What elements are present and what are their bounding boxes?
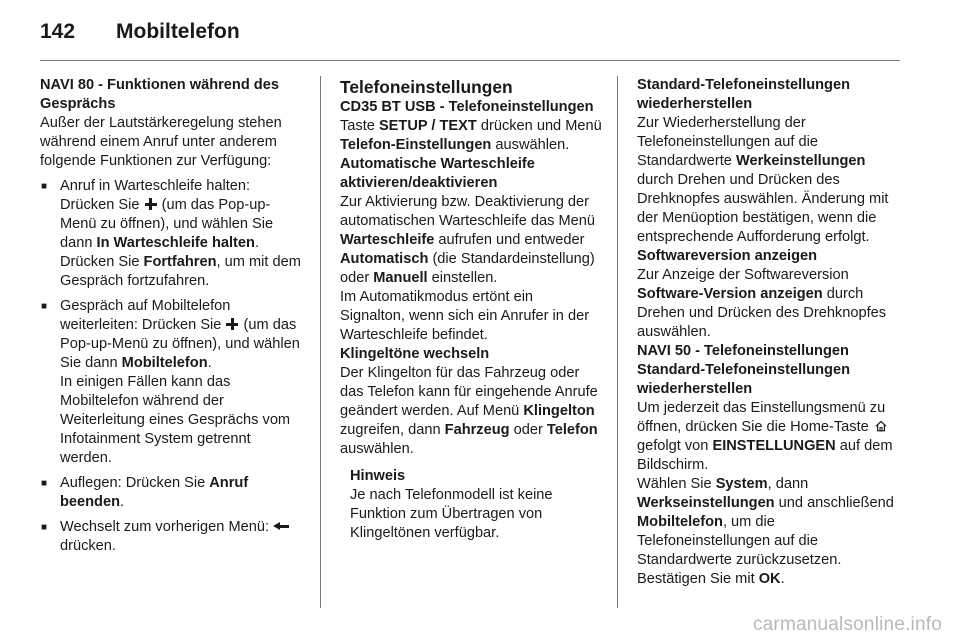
subsection-heading: Klingeltöne wechseln [340,346,490,362]
page-title: Mobiltelefon [116,20,240,43]
subsection-heading: CD35 BT USB - Telefoneinstellungen [340,99,594,115]
plus-icon [145,198,157,210]
paragraph: Zur Wiederherstellung der Telefoneinstellungen auf die Standardwerte Werkeinstellungen durch Drehen und Drücken des Drehknopfes auswählen. Änderung mit der Menüoption bestätigen, wenn die entsprechende Aufforderung erfolgt. [637,115,889,245]
section-heading-navi80: NAVI 80 - Funktionen während des Gesprächs [40,77,279,112]
paragraph: Zur Anzeige der Softwareversion Software-Version anzeigen durch Drehen und Drücken des Drehknopfes auswählen. [637,267,887,340]
section-title: Telefoneinstellungen [340,77,513,97]
subsection-heading: Standard-Telefoneinstellungen wiederherstellen [637,77,850,112]
subsection-heading: Standard-Telefoneinstellungen wiederherstellen [637,362,850,397]
paragraph: Im Automatikmodus ertönt ein Signalton, wenn sich ein Anrufer in der Warteschleife befindet. [340,289,590,343]
watermark-url: carmanualsonline.info [752,614,942,635]
list-item: ■ Anruf in Warteschleife halten: Drücken Sie (um das Pop-up-Menü zu öffnen), und wählen Sie dann In Warteschleife halten. Drücken Sie Fortfahren, um mit dem Gespräch fortzufahren. [40,177,304,291]
column-divider [320,76,321,608]
list-item: ■ Gespräch auf Mobiltelefon weiterleiten: Drücken Sie (um das Pop-up-Menü zu öffnen), und wählen Sie dann Mobiltelefon. [40,297,304,373]
column-middle [340,76,602,543]
section-heading-navi50: NAVI 50 - Telefoneinstellungen [637,343,849,359]
subsection-heading: Softwareversion anzeigen [637,248,818,264]
paragraph: Zur Aktivierung bzw. Deaktivierung der automatischen Warteschleife das Menü Warteschleife aufrufen und entweder Automatisch (die Standardeinstellung) oder Manuell einstellen. [340,194,595,286]
paragraph: Um jederzeit das Einstellungsmenü zu öffnen, drücken Sie die Home-Taste gefolgt von EINSTELLUNGEN auf dem Bildschirm. [637,400,893,473]
back-arrow-icon [273,521,289,531]
paragraph: Der Klingelton für das Fahrzeug oder das Telefon kann für eingehende Anrufe geändert werden. Auf Menü Klingelton zugreifen, dann Fahrzeug oder Telefon auswählen. [340,365,598,457]
header-rule [40,60,900,61]
list-item: ■ Wechselt zum vorherigen Menü: drücken. [40,518,304,556]
note-text: Je nach Telefonmodell ist keine Funktion zum Übertragen von Klingeltönen verfügbar. [350,487,553,541]
intro-paragraph: Außer der Lautstärkeregelung stehen während einem Anruf unter anderem folgende Funktionen zur Verfügung: [40,115,282,169]
list-item: ■ Auflegen: Drücken Sie Anruf beenden. [40,474,304,512]
column-right [637,76,901,589]
subsection-heading: Automatische Warteschleife aktivieren/deaktivieren [340,156,535,191]
page-number: 142 [40,20,76,43]
paragraph: Wählen Sie System, dann Werkseinstellungen und anschließend Mobiltelefon, um die Telefoneinstellungen auf die Standardwerte zurückzusetzen. Bestätigen Sie mit OK. [637,476,894,587]
column-divider [617,76,618,608]
note-box [340,467,602,543]
list-item-note: In einigen Fällen kann das Mobiltelefon während der Weiterleitung eines Gesprächs vom Infotainment System getrennt werden. [60,374,291,466]
plus-icon [226,318,238,330]
paragraph: Taste SETUP / TEXT drücken und Menü Telefon-Einstellungen auswählen. [340,118,602,153]
column-left [40,76,304,556]
home-icon [875,420,887,432]
page-header [40,20,240,50]
note-title: Hinweis [350,468,406,484]
